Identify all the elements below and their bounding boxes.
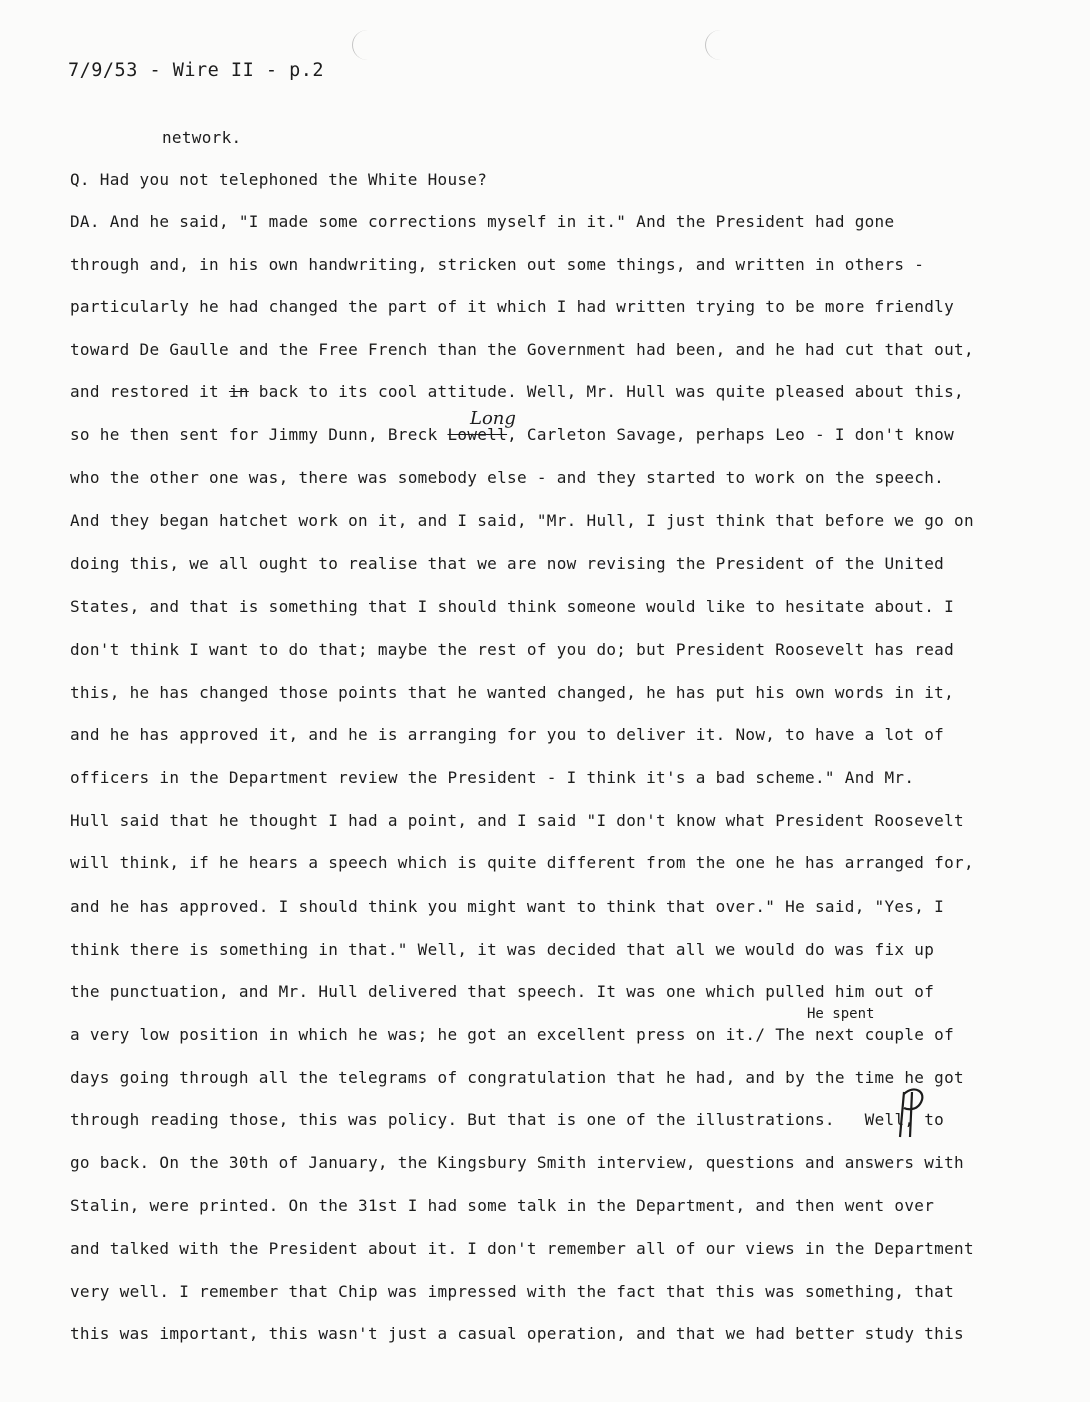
text-fragment: Well, to xyxy=(864,1110,945,1129)
text-fragment: so he then sent for Jimmy Dunn, Breck xyxy=(70,425,438,444)
text-line: and he has approved it, and he is arranging for you to deliver it. Now, to have a lot of xyxy=(70,725,945,744)
text-fragment: back to its cool attitude. Well, Mr. Hull was quite pleased about this, xyxy=(258,382,964,401)
text-line: Q. Had you not telephoned the White House? xyxy=(70,170,488,189)
text-line: network. xyxy=(162,128,242,147)
text-line: don't think I want to do that; maybe the rest of you do; but President Roosevelt has read xyxy=(70,640,955,659)
text-line: toward De Gaulle and the Free French than the Government had been, and he had cut that out, xyxy=(70,340,974,359)
text-line: this, he has changed those points that he wanted changed, he has put his own words in it, xyxy=(70,683,955,702)
text-line: DA. And he said, "I made some corrections myself in it." And the President had gone xyxy=(70,212,895,231)
typed-insertion: He spent xyxy=(807,1006,875,1022)
text-line: And they began hatchet work on it, and I said, "Mr. Hull, I just think that before we go on xyxy=(70,511,974,530)
text-line xyxy=(70,1025,954,1044)
text-line: and talked with the President about it. I don't remember all of our views in the Department xyxy=(70,1239,974,1258)
text-line: and he has approved. I should think you might want to think that over." He said, "Yes, I xyxy=(70,897,945,916)
punch-hole-mark xyxy=(705,30,736,60)
struck-text: Lowell xyxy=(447,425,508,444)
struck-text: in xyxy=(228,382,249,401)
text-line: very well. I remember that Chip was impressed with the fact that this was something, that xyxy=(70,1282,955,1301)
text-fragment: and restored it xyxy=(70,382,219,401)
text-line xyxy=(70,425,954,444)
text-line: go back. On the 30th of January, the Kingsbury Smith interview, questions and answers with xyxy=(70,1153,964,1172)
punch-hole-mark xyxy=(352,30,383,60)
paragraph-mark xyxy=(890,1082,930,1142)
text-line: through and, in his own handwriting, stricken out some things, and written in others - xyxy=(70,255,925,274)
text-line: Stalin, were printed. On the 31st I had some talk in the Department, and then went over xyxy=(70,1196,935,1215)
text-line: doing this, we all ought to realise that we are now revising the President of the United xyxy=(70,554,945,573)
text-line: think there is something in that." Well, it was decided that all we would do was fix up xyxy=(70,940,935,959)
text-line xyxy=(70,382,964,401)
text-line: Hull said that he thought I had a point, and I said "I don't know what President Roosevelt xyxy=(70,811,964,830)
text-line: particularly he had changed the part of it which I had written trying to be more friendly xyxy=(70,297,955,316)
text-fragment: a very low position in which he was; he got an excellent press on it./ xyxy=(70,1025,766,1044)
text-line: the punctuation, and Mr. Hull delivered that speech. It was one which pulled him out of xyxy=(70,982,935,1001)
handwritten-correction: Long xyxy=(470,408,516,429)
page-header: 7/9/53 - Wire II - p.2 xyxy=(68,60,325,81)
text-line xyxy=(70,1110,944,1129)
text-line: States, and that is something that I should think someone would like to hesitate about. I xyxy=(70,597,955,616)
text-line: days going through all the telegrams of congratulation that he had, and by the time he got xyxy=(70,1068,964,1087)
text-line: who the other one was, there was somebody else - and they started to work on the speech. xyxy=(70,468,945,487)
text-fragment: , Carleton Savage, perhaps Leo - I don't know xyxy=(507,425,955,444)
text-line: officers in the Department review the President - I think it's a bad scheme." And Mr. xyxy=(70,768,915,787)
text-line: will think, if he hears a speech which is quite different from the one he has arranged for, xyxy=(70,853,974,872)
text-fragment: through reading those, this was policy. But that is one of the illustrations. xyxy=(70,1110,835,1129)
text-line: this was important, this wasn't just a casual operation, and that we had better study this xyxy=(70,1324,964,1343)
text-fragment: The next couple of xyxy=(775,1025,955,1044)
